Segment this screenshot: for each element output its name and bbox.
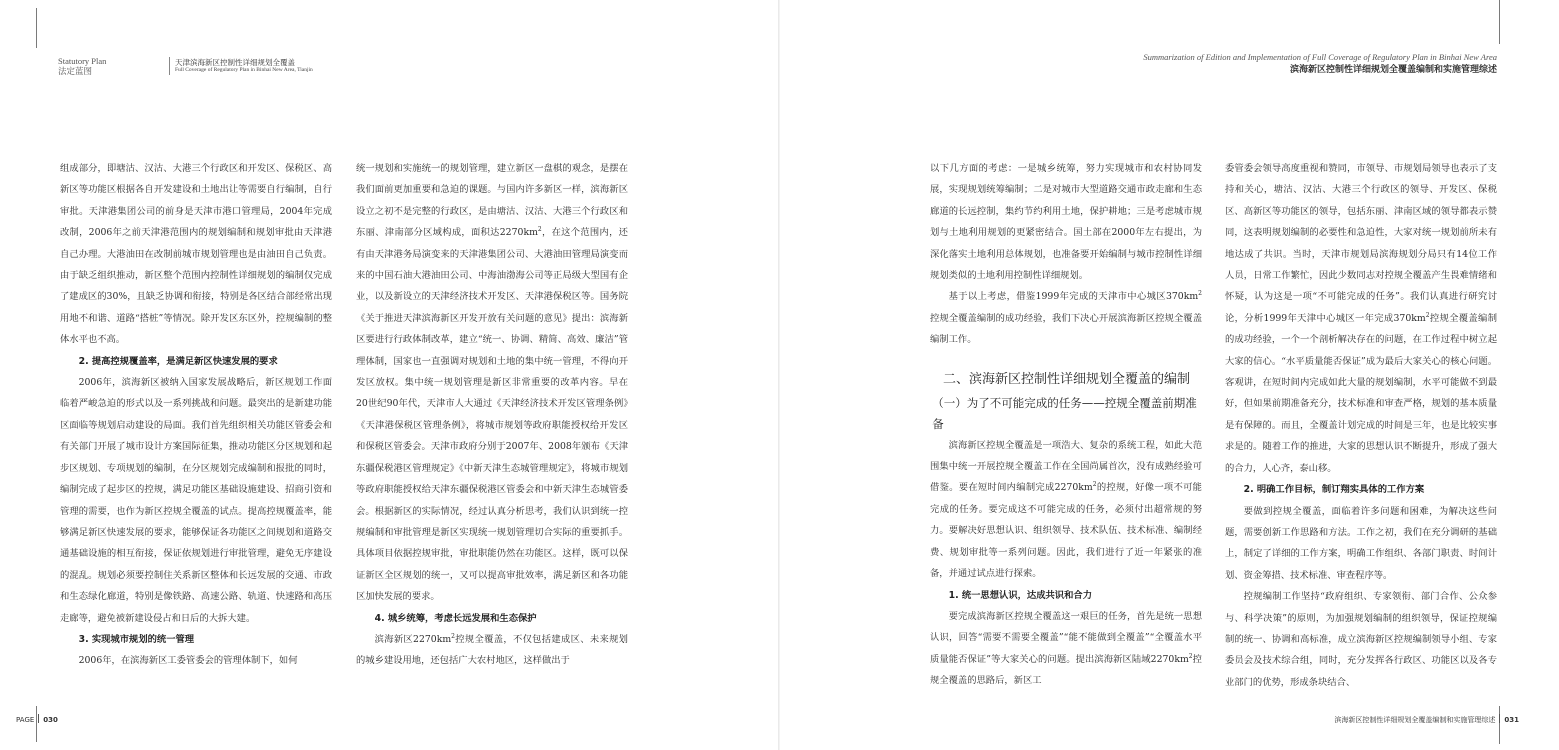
body-paragraph: 要做到控规全覆盖，面临着许多问题和困难，为解决这些问题，需要创新工作思路和方法。工作之初，我们在充分调研的基础上，制定了详细的工作方案，明确工作组织、各部门职责、时间计划、资金筹措、技术标准、审查程序等。 [1225, 505, 1497, 581]
left-page [0, 0, 779, 750]
body-paragraph: 2006年，滨海新区被纳入国家发展战略后，新区规划工作面临着严峻急迫的形式以及一系列挑战和问题。最突出的是新建功能区面临等规划启动建设的局面。我们首先组织相关功能区管委会和有关部门开展了城市设计方案国际征集，推动功能区分区规划和起步区规划、专项规划的编制，在分区规划完成编制和报批的同时，编制完成了起步区的控规，满足功能区基础设施建设、招商引资和管理的需要，也作为新区控规全覆盖的试点。提高控规覆盖率，能够满足新区快速发展的要求，能够保证各功能区之间规划和道路交通基础设施的相互衔接，保证依规划进行审批管理，避免无序建设的混乱。规划必须要控制住关系新区整体和长远发展的交通、市政和生态绿化廊道，特别是像铁路、高速公路、轨道、快速路和高压走廊等，避免被新建设侵占和日后的大拆大建。 [60, 377, 332, 624]
body-paragraph: 以下几方面的考虑：一是城乡统筹，努力实现城市和农村协同发展，实现规划统筹编制；二是对城市大型道路交通市政走廊和生态廊道的长远控制，集约节约利用土地，保护耕地；三是考虑城市规划与土地利用规划的更紧密结合。国土部在2000年左右提出，为深化落实土地利用总体规划，也准备要开始编制与城市控制性详细规划类似的土地利用控制性详细规划。 [930, 163, 1202, 282]
left-edge-rule-bottom [36, 706, 37, 742]
publication-title-cn: 天津滨海新区控制性详细规划全覆盖 [175, 58, 295, 67]
body-paragraph: 统一规划和实施统一的规划管理，建立新区一盘棋的观念，是摆在我们面前更加重要和急迫的课题。与国内许多新区一样，滨海新区设立之初不是完整的行政区，是由塘沽、汉沽、大港三个行政区和东丽、津南部分区域构成，面积达$2270km^2$，在这个范围内，还有由天津港务局演变来的天津港集团公司、大港油田管理局演变而来的中国石油大港油田公司、中海油渤海公司等正局级大型国有企业，以及新设立的天津经济技术开发区、天津港保税区等。国务院《关于推进天津滨海新区开发开放有关问题的意见》提出：滨海新区要进行行政体制改革，建立“统一、协调、精简、高效、廉洁”管理体制，国家也一直强调对规划和土地的集中统一管理，不得向开发区放权。集中统一规划管理是新区非常重要的改革内容。早在20世纪90年代，天津市人大通过《天津经济技术开发区管理条例》《天津港保税区管理条例》，将城市规划等政府职能授权给开发区和保税区管委会。天津市政府分别于2007年、2008年颁布《天津东疆保税港区管理规定》《中新天津生态城管理规定》，将城市规划等政府职能授权给天津东疆保税港区管委会和中新天津生态城管委会。根据新区的实际情况，经过认真分析思考，我们认识到统一控规编制和审批管理是新区实现统一规划管理切合实际的重要抓手。具体项目依据控规审批，审批职能仍然在功能区。这样，既可以保证新区全区规划的统一，又可以提高审批效率，满足新区和各功能区加快发展的要求。 [356, 163, 628, 603]
section-heading: 2. 明确工作目标，制订翔实具体的工作方案 [1243, 484, 1425, 496]
body-paragraph: 滨海新区$2270km^2$控规全覆盖，不仅包括建成区、未来规划的城乡建设用地，还包括广大农村地区，这样做出于 [356, 632, 628, 667]
footer-separator [38, 714, 39, 723]
right-edge-rule-bottom [1499, 706, 1500, 744]
page-label: PAGE [16, 716, 35, 724]
subchapter-heading: （一）为了不可能完成的任务——控规全覆盖前期准备 [932, 395, 1197, 431]
right-page [780, 0, 1559, 750]
left-footer [16, 714, 58, 724]
section-heading: 1. 统一思想认识，达成共识和合力 [948, 589, 1092, 601]
left-column-2 [356, 158, 628, 672]
section-heading: 2. 提高控规覆盖率，是满足新区快速发展的要求 [78, 355, 278, 367]
body-paragraph: 委管委会领导高度重视和赞同，市领导、市规划局领导也表示了支持和关心，塘沽、汉沽、大港三个行政区的领导、开发区、保税区、高新区等功能区的领导，包括东丽、津南区域的领导都表示赞同，这表明规划编制的必要性和急迫性，大家对统一规划前所未有地达成了共识。当时，天津市规划局滨海规划分局只有14位工作人员，日常工作繁忙，因此少数同志对控规全覆盖产生畏难情绪和怀疑，认为这是一项“不可能完成的任务”。我们认真进行研究讨论，分析1999年天津中心城区一年完成$370km^2$控规全覆盖编制的成功经验，一个一个剖析解决存在的问题，在工作过程中树立起大家的信心。“水平质量能否保证”成为最后大家关心的核心问题。客观讲，在短时间内完成如此大量的规划编制，水平可能做不到最好，但如果前期准备充分，技术标准和审查严格，规划的基本质量是有保障的。而且，全覆盖计划完成的时间是三年，也是比较实事求是的。随着工作的推进，大家的思想认识不断提升，形成了强大的合力，人心齐，泰山移。 [1225, 163, 1497, 474]
right-column-2 [1225, 158, 1497, 693]
body-paragraph: 2006年，在滨海新区工委管委会的管理体制下，如何 [78, 655, 298, 667]
page-number-right: 031 [1504, 716, 1519, 724]
body-paragraph: 要完成滨海新区控规全覆盖这一艰巨的任务，首先是统一思想认识，回答“需要不需要全覆盖”“能不能做到全覆盖”“全覆盖水平质量能否保证”等大家关心的问题。提出滨海新区陆域$2270km^2$控规全覆盖的思路后，新区工 [930, 610, 1202, 687]
body-paragraph: 滨海新区控规全覆盖是一项浩大、复杂的系统工程，如此大范围集中统一开展控规全覆盖工作在全国尚属首次，没有成熟经验可借鉴。要在短时间内编制完成$2270km^2$的控规，好像一项不可能完成的任务。要完成这不可能完成的任务，必须付出超常规的努力。要解决好思想认识、组织领导、技术队伍、技术标准、编制经费、规划审批等一系列问题。因此，我们进行了近一年紧张的准备，并通过试点进行探索。 [930, 439, 1202, 580]
article-title-en: Summarization of Edition and Implementation of Full Coverage of Regulatory Plan in Binhai New Area [1143, 52, 1497, 62]
brand-cn: 法定蓝图 [58, 67, 93, 77]
footer-separator-right [1499, 714, 1500, 723]
footer-title: 滨海新区控制性详细规划全覆盖编制和实施管理综述 [1334, 716, 1496, 724]
right-column-1 [930, 158, 1202, 692]
right-edge-rule-top [1499, 0, 1500, 44]
publication-title-en: Full Coverage of Regulatory Plan in Binhai New Area, Tianjin [175, 67, 313, 73]
brand-en: Statutory Plan [58, 56, 107, 66]
body-paragraph: 组成部分，即塘沽、汉沽、大港三个行政区和开发区、保税区、高新区等功能区根据各自开发建设和土地出让等需要自行编制，自行审批。天津港集团公司的前身是天津市港口管理局，2004年完成改制，2006年之前天津港范围内的规划编制和规划审批由天津港自己办理。大港油田在改制前城市规划管理也是由油田自己负责。由于缺乏组织推动，新区整个范围内控制性详细规划的编制仅完成了建成区的30%，且缺乏协调和衔接，特别是各区结合部经常出现用地不和谐、道路“搭桩”等情况。除开发区东区外，控规编制的整体水平也不高。 [60, 163, 332, 346]
header-separator [169, 57, 170, 75]
body-paragraph: 基于以上考虑，借鉴1999年完成的天津市中心城区$370km^2$控规全覆盖编制的成功经验，我们下决心开展滨海新区控规全覆盖编制工作。 [930, 290, 1202, 346]
section-heading: 4. 城乡统筹，考虑长远发展和生态保护 [374, 612, 537, 624]
body-paragraph: 控规编制工作坚持“政府组织、专家领衔、部门合作、公众参与、科学决策”的原则，为加强规划编制的组织领导，保证控规编制的统一、协调和高标准，成立滨海新区控规编制领导小组、专家委员会及技术综合组，同时，充分发挥各行政区、功能区以及各专业部门的优势，形成条块结合、 [1225, 591, 1497, 688]
right-running-header [1143, 52, 1497, 76]
chapter-heading: 二、滨海新区控制性详细规划全覆盖的编制 [943, 371, 1191, 387]
section-heading: 3. 实现城市规划的统一管理 [78, 633, 195, 645]
left-column-1 [60, 158, 332, 672]
left-edge-rule-top [36, 8, 37, 48]
right-footer [1334, 714, 1519, 725]
page-number-left: 030 [43, 716, 58, 724]
article-title-cn: 滨海新区控制性详细规划全覆盖编制和实施管理综述 [1289, 65, 1497, 75]
